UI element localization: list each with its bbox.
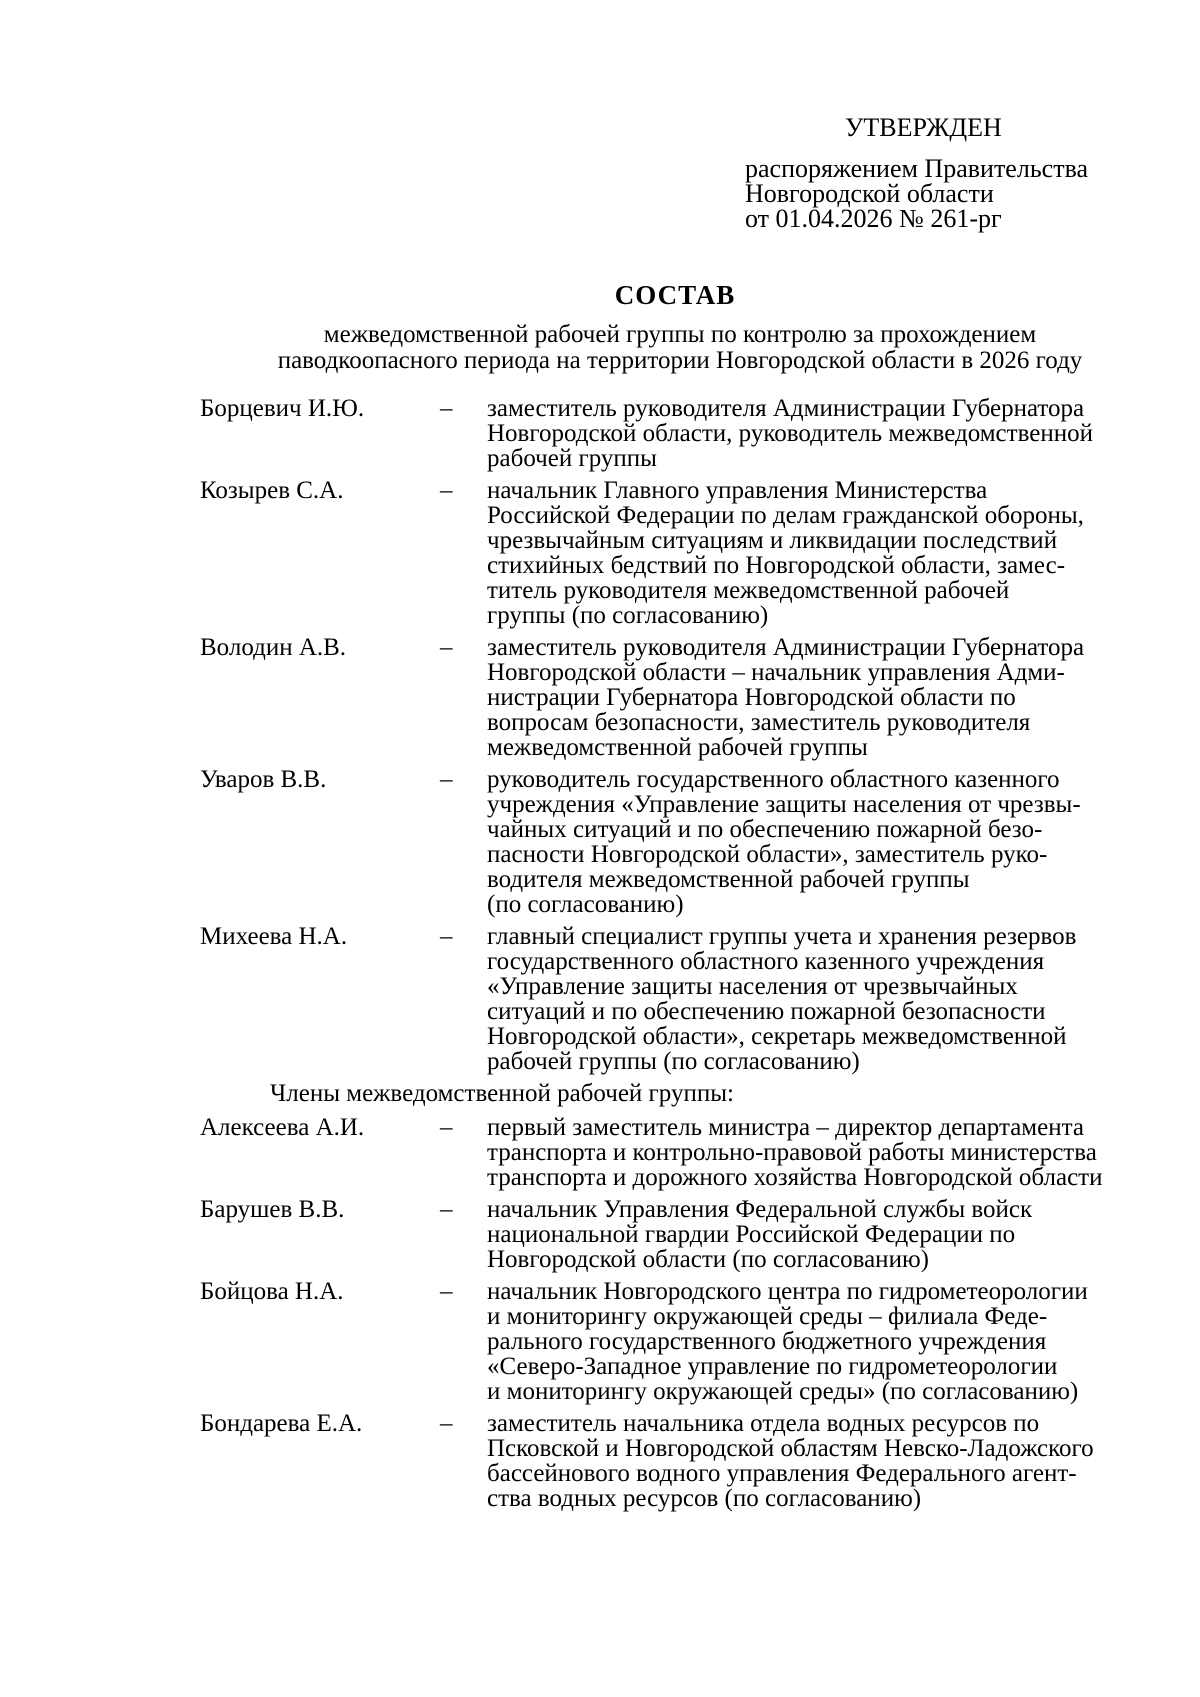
- roster-row: [200, 635, 1180, 760]
- roster-row: [200, 1279, 1180, 1404]
- member-role: начальник Новгородского центра по гидрометеорологии и мониторингу окружающей среды – филиала Феде- рального государственного бюджетного учреждения «Северо-Западное управление по гидрометеорологии и мониторингу окружающей среды» (по согласованию): [487, 1278, 1088, 1405]
- member-name: Бойцова Н.А.: [200, 1278, 344, 1305]
- roster-row: [200, 1197, 1180, 1272]
- subtitle-line-2: паводкоопасного периода на территории Новгородской области в 2026 году: [277, 347, 1083, 374]
- members-heading: Члены межведомственной рабочей группы:: [270, 1080, 734, 1107]
- member-role: начальник Главного управления Министерства Российской Федерации по делам гражданской обороны, чрезвычайным ситуациям и ликвидации последствий стихийных бедствий по Новгородской области, замес- титель руководителя межведомственной рабочей группы (по согласованию): [487, 477, 1084, 629]
- document-subtitle: [130, 322, 1200, 374]
- member-dash: –: [440, 1278, 453, 1305]
- member-role: руководитель государственного областного казенного учреждения «Управление защиты населения от чрезвы- чайных ситуаций и по обеспечению пожарной безо- пасности Новгородской области», заместитель руко- водителя межведомственной рабочей группы (по согласованию): [487, 766, 1081, 918]
- approval-line-3: от 01.04.2026 № 261-рг: [745, 204, 1002, 233]
- member-name: Володин А.В.: [200, 634, 347, 661]
- member-name: Борцевич И.Ю.: [200, 395, 365, 422]
- approval-block: [745, 112, 1165, 231]
- member-dash: –: [440, 477, 453, 504]
- approval-line-1: распоряжением Правительства: [745, 154, 1089, 183]
- approval-heading: УТВЕРЖДЕН: [845, 113, 1002, 142]
- subtitle-line-1: межведомственной рабочей группы по контролю за прохождением: [323, 321, 1037, 348]
- document-title: СОСТАВ: [614, 280, 736, 310]
- member-dash: –: [440, 1410, 453, 1437]
- roster-row: [200, 924, 1180, 1074]
- member-role: главный специалист группы учета и хранения резервов государственного областного казенного учреждения «Управление защиты населения от чрезвычайных ситуаций и по обеспечению пожарной безопасности Новгородской области», секретарь межведомственной рабочей группы (по согласованию): [487, 923, 1077, 1075]
- member-dash: –: [440, 634, 453, 661]
- member-role: заместитель руководителя Администрации Губернатора Новгородской области – начальник управления Адми- нистрации Губернатора Новгородской области по вопросам безопасности, заместитель руководителя межведомственной рабочей группы: [487, 634, 1085, 761]
- member-name: Барушев В.В.: [200, 1196, 345, 1223]
- member-role: начальник Управления Федеральной службы войск национальной гвардии Российской Федерации по Новгородской области (по согласованию): [487, 1196, 1033, 1273]
- member-role: первый заместитель министра – директор департамента транспорта и контрольно-правовой работы министерства транспорта и дорожного хозяйства Новгородской области: [487, 1114, 1103, 1191]
- member-dash: –: [440, 766, 453, 793]
- roster-row: [200, 767, 1180, 917]
- member-name: Уваров В.В.: [200, 766, 327, 793]
- member-name: Михеева Н.А.: [200, 923, 348, 950]
- roster: [200, 396, 1180, 1518]
- roster-row: [200, 478, 1180, 628]
- roster-row: [200, 1115, 1180, 1190]
- member-name: Бондарева Е.А.: [200, 1410, 363, 1437]
- member-dash: –: [440, 395, 453, 422]
- member-role: заместитель начальника отдела водных ресурсов по Псковской и Новгородской областям Невско-Ладожского бассейнового водного управления Федерального агент- ства водных ресурсов (по согласованию): [487, 1410, 1094, 1512]
- member-dash: –: [440, 1196, 453, 1223]
- approval-line-2: Новгородской области: [745, 179, 994, 208]
- roster-row: [200, 1411, 1180, 1511]
- roster-row: [200, 396, 1180, 471]
- member-name: Алексеева А.И.: [200, 1114, 365, 1141]
- member-dash: –: [440, 1114, 453, 1141]
- member-dash: –: [440, 923, 453, 950]
- member-name: Козырев С.А.: [200, 477, 344, 504]
- member-role: заместитель руководителя Администрации Губернатора Новгородской области, руководитель межведомственной рабочей группы: [487, 395, 1093, 472]
